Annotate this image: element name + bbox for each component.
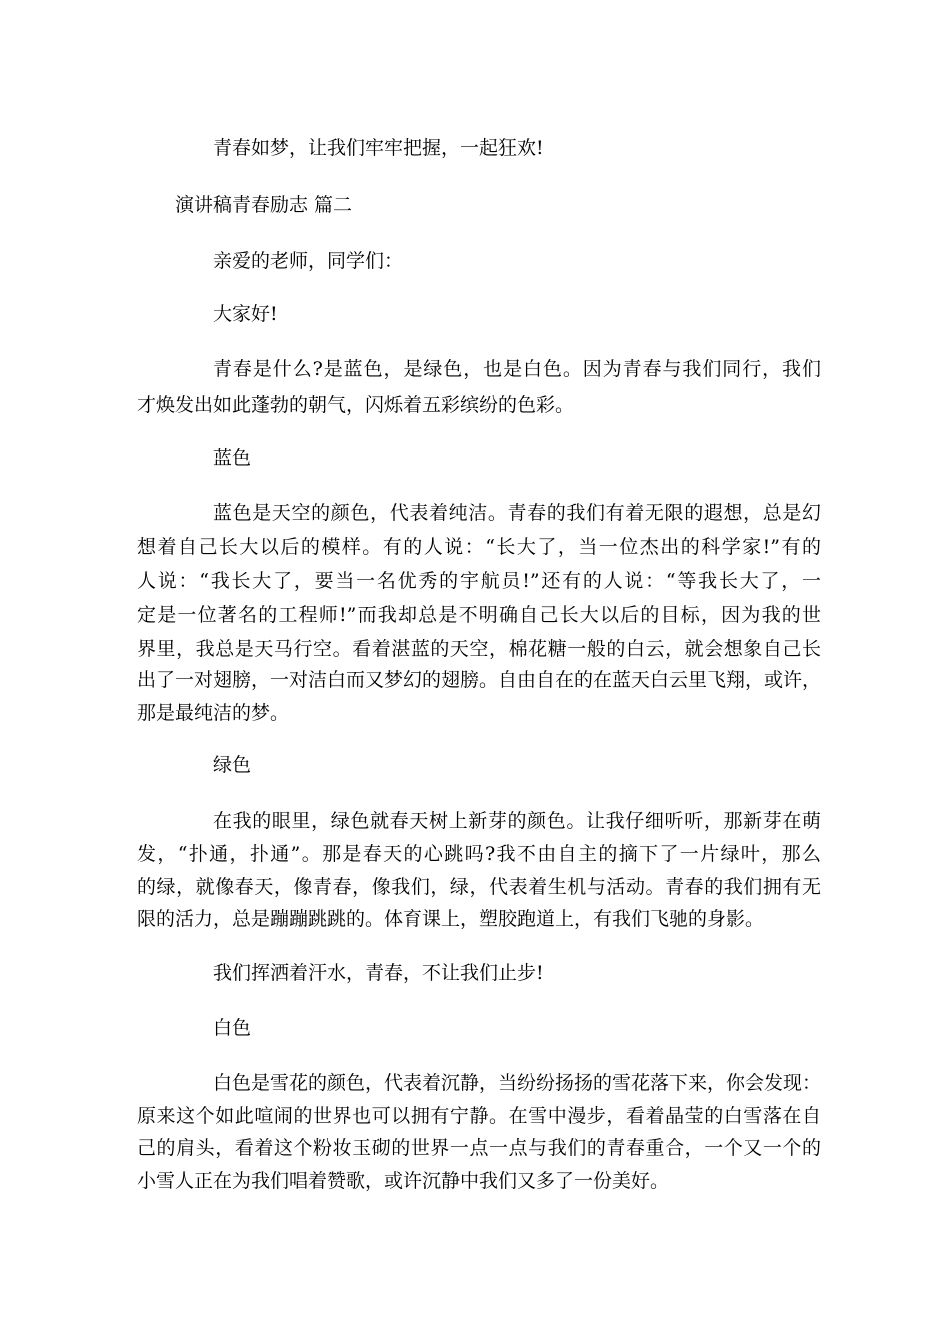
paragraph-line: 在我的眼里，绿色就春天树上新芽的颜色。让我仔细听听，那新芽在萌 xyxy=(213,810,821,832)
section-title: 演讲稿青春励志 篇二 xyxy=(175,194,353,216)
paragraph-line: 才焕发出如此蓬勃的朝气，闪烁着五彩缤纷的色彩。 xyxy=(137,394,575,416)
heading-blue: 蓝色 xyxy=(213,447,252,469)
paragraph-line: 定是一位著名的工程师!”而我却总是不明确自己长大以后的目标，因为我的世 xyxy=(137,604,821,626)
paragraph-line: 的绿，就像春天，像青春，像我们，绿，代表着生机与活动。青春的我们拥有无 xyxy=(137,876,821,898)
paragraph-line: 人说：“我长大了，要当一名优秀的宇航员!”还有的人说：“等我长大了，一 xyxy=(137,570,821,592)
heading-green: 绿色 xyxy=(213,754,252,776)
intro-line: 青春如梦，让我们牢牢把握，一起狂欢! xyxy=(213,137,544,159)
paragraph-line: 蓝色是天空的颜色，代表着纯洁。青春的我们有着无限的遐想，总是幻 xyxy=(213,502,821,524)
paragraph-line: 出了一对翅膀，一对洁白而又梦幻的翅膀。自由自在的在蓝天白云里飞翔，或许， xyxy=(137,669,821,691)
paragraph-line: 小雪人正在为我们唱着赞歌，或许沉静中我们又多了一份美好。 xyxy=(137,1170,670,1192)
paragraph-line: 界里，我总是天马行空。看着湛蓝的天空，棉花糖一般的白云，就会想象自己长 xyxy=(137,638,821,660)
paragraph-line: 想着自己长大以后的模样。有的人说：“长大了，当一位杰出的科学家!”有的 xyxy=(137,536,821,558)
heading-white: 白色 xyxy=(213,1017,252,1039)
paragraph-line: 原来这个如此喧闹的世界也可以拥有宁静。在雪中漫步，看着晶莹的白雪落在自 xyxy=(137,1105,821,1127)
paragraph-line: 那是最纯洁的梦。 xyxy=(137,702,290,724)
paragraph-line: 发，“扑通，扑通”。那是春天的心跳吗?我不由自主的摘下了一片绿叶，那么 xyxy=(137,843,821,865)
paragraph-line: 白色是雪花的颜色，代表着沉静，当纷纷扬扬的雪花落下来，你会发现： xyxy=(213,1072,821,1094)
paragraph-line: 青春是什么?是蓝色，是绿色，也是白色。因为青春与我们同行，我们 xyxy=(213,358,821,380)
paragraph-line: 己的肩头，看着这个粉妆玉砌的世界一点一点与我们的青春重合，一个又一个的 xyxy=(137,1137,821,1159)
hello: 大家好! xyxy=(213,303,278,325)
greeting: 亲爱的老师，同学们： xyxy=(213,250,404,272)
paragraph-line: 限的活力，总是蹦蹦跳跳的。体育课上，塑胶跑道上，有我们飞驰的身影。 xyxy=(137,908,765,930)
paragraph-line: 我们挥洒着汗水，青春，不让我们止步! xyxy=(213,962,544,984)
